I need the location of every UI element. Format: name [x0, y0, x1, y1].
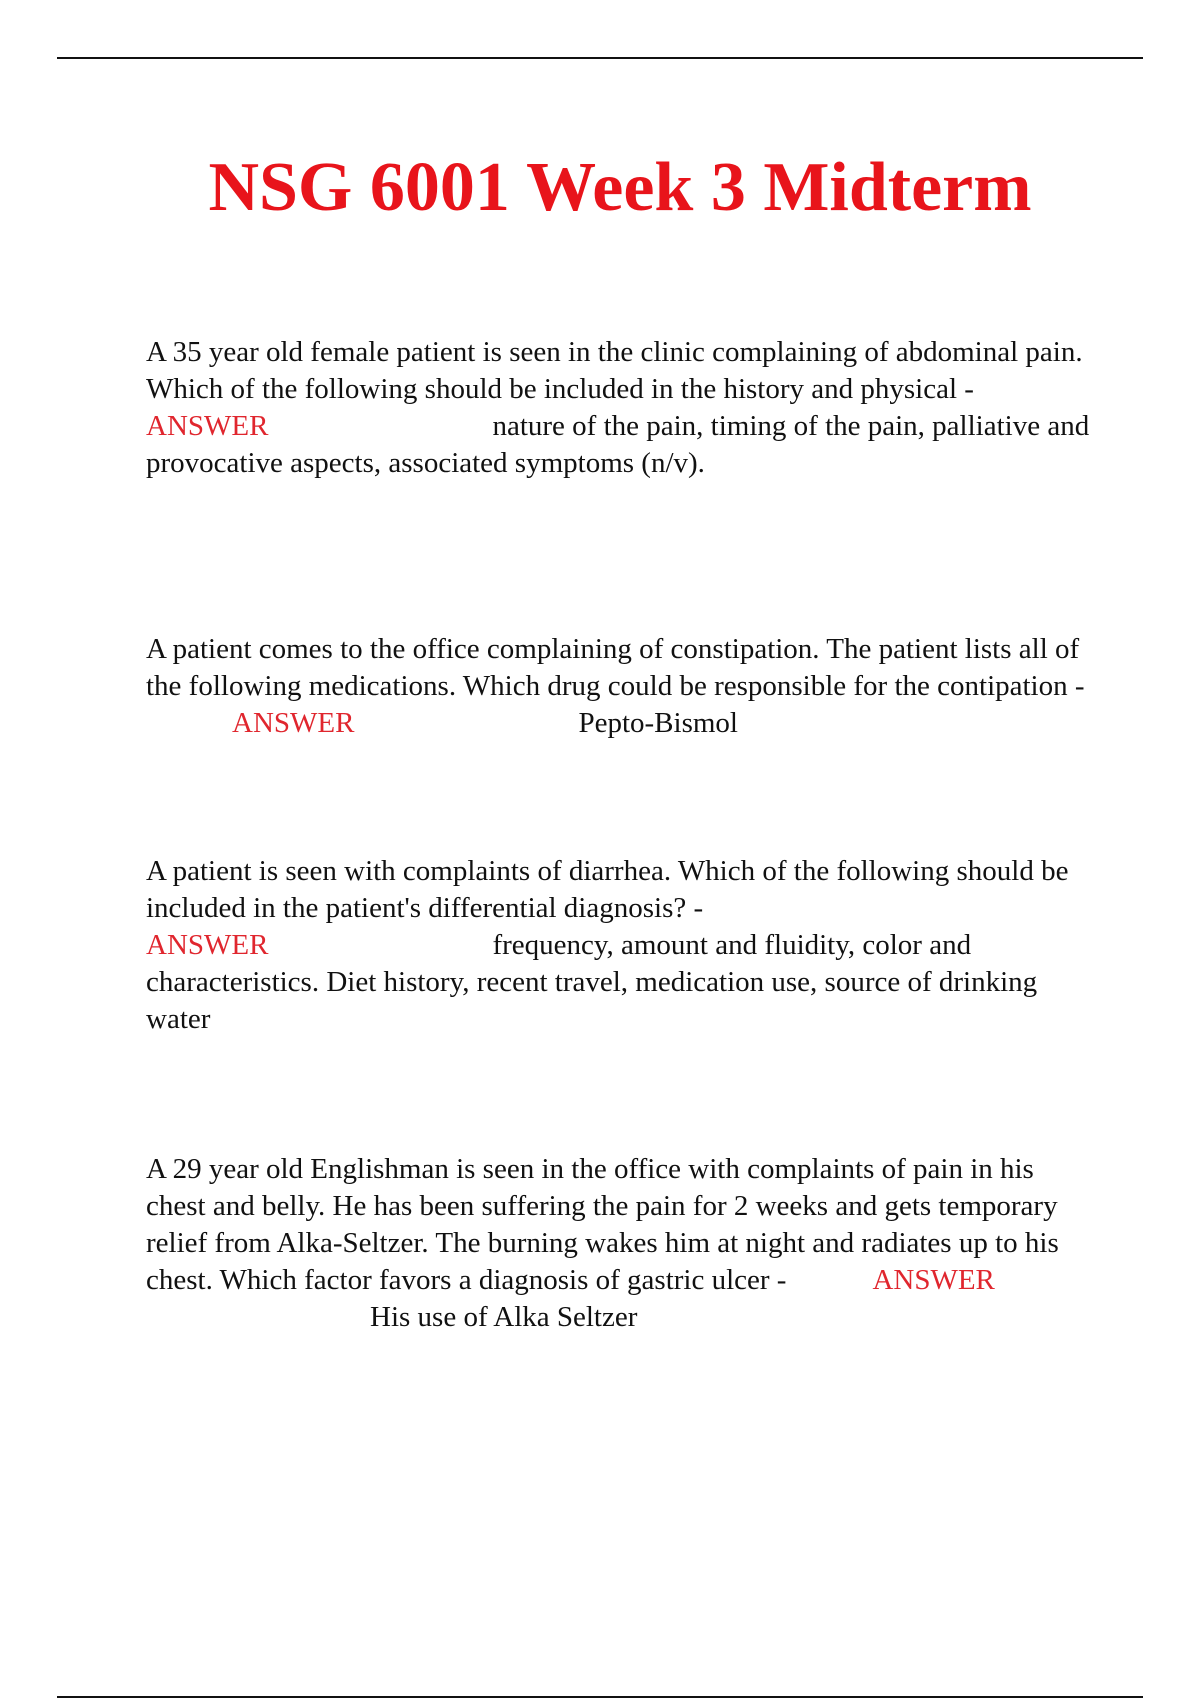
top-rule: [57, 57, 1143, 59]
answer-text: frequency, amount and fluidity, color and: [492, 929, 972, 961]
answer-text-continued: characteristics. Diet history, recent travel, medication use, source of drinking water: [146, 966, 1038, 1035]
question-block: [146, 853, 1096, 1038]
question-text: A patient is seen with complaints of diarrhea. Which of the following should be included in the patient's differential diagnosis? -: [146, 855, 1069, 924]
question-text: A 35 year old female patient is seen in the clinic complaining of abdominal pain. Which of the following should be included in the history and physical -: [146, 336, 1083, 405]
answer-text: Pepto-Bismol: [578, 707, 738, 739]
answer-label: ANSWER: [146, 929, 269, 961]
bottom-rule: [57, 1696, 1143, 1698]
answer-label: ANSWER: [872, 1264, 995, 1296]
question-text: A 29 year old Englishman is seen in the office with complaints of pain in his chest and belly. He has been suffering the pain for 2 weeks and gets temporary relief from Alka-Seltzer. The burning wakes him at night and radiates up to his chest. Which factor favors a diagnosis of gastric ulcer -: [146, 1153, 1059, 1296]
document-title: NSG 6001 Week 3 Midterm: [208, 149, 1032, 226]
question-text: A patient comes to the office complaining of constipation. The patient lists all of the following medications. Which drug could be responsible for the contipation -: [146, 633, 1085, 702]
answer-text: nature of the: [492, 410, 639, 442]
answer-text-continued: pain, timing of the pain, palliative and provocative aspects, associated symptoms (n/v).: [146, 410, 1090, 479]
question-block: [146, 631, 1096, 742]
question-block: [146, 334, 1096, 482]
answer-label: ANSWER: [232, 707, 355, 739]
answer-label: ANSWER: [146, 410, 269, 442]
question-block: [146, 1151, 1096, 1336]
answer-text: His use of Alka Seltzer: [370, 1301, 638, 1333]
